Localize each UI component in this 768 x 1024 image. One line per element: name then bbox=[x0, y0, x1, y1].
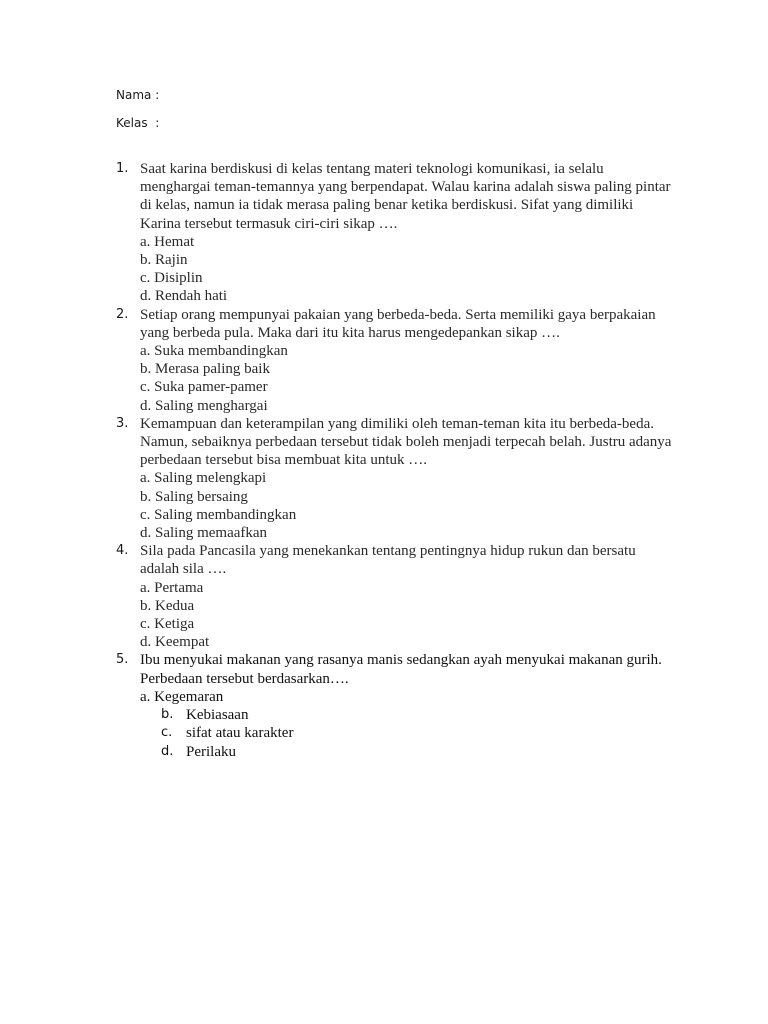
question-number: 2. bbox=[116, 306, 129, 322]
option-b bbox=[140, 706, 676, 724]
option-c bbox=[140, 724, 676, 742]
question-1 bbox=[116, 160, 676, 306]
option-letter: c. bbox=[161, 725, 173, 741]
question-text: Setiap orang mempunyai pakaian yang berbeda-beda. Serta memiliki gaya berpakaian yang berbeda pula. Maka dari itu kita harus mengedepankan sikap …. bbox=[140, 306, 656, 341]
option-list bbox=[140, 579, 676, 652]
question-number: 3. bbox=[116, 415, 129, 431]
option-b: b. Kedua bbox=[140, 597, 195, 614]
option-letter: d. bbox=[161, 743, 174, 759]
question-5 bbox=[116, 651, 676, 760]
option-d: d. Keempat bbox=[140, 634, 210, 651]
question-text: Ibu menyukai makanan yang rasanya manis sedangkan ayah menyukai makanan gurih. Perbedaan tersebut berdasarkan…. bbox=[140, 652, 662, 687]
option-d bbox=[140, 743, 676, 761]
option-d: d. Saling memaafkan bbox=[140, 525, 268, 542]
question-number: 4. bbox=[116, 543, 129, 559]
question-number: 1. bbox=[116, 161, 129, 176]
question-text: Kemampuan dan keterampilan yang dimiliki oleh teman-teman kita itu berbeda-beda. Namun, sebaiknya perbedaan tersebut tidak boleh menjadi terpecah belah. Justru adanya perbedaan tersebut bisa membuat kita untuk …. bbox=[140, 415, 672, 469]
option-text: sifat atau karakter bbox=[186, 725, 294, 742]
question-2 bbox=[116, 306, 676, 415]
option-b: b. Rajin bbox=[140, 252, 188, 269]
option-letter: b. bbox=[161, 707, 174, 723]
option-list bbox=[140, 688, 676, 761]
option-d: d. Rendah hati bbox=[140, 288, 228, 305]
option-b: b. Saling bersaing bbox=[140, 488, 248, 505]
option-list bbox=[140, 469, 676, 542]
option-a: a. Hemat bbox=[140, 233, 195, 250]
question-4 bbox=[116, 542, 676, 651]
option-text: Perilaku bbox=[186, 743, 236, 760]
nama-label: Nama : bbox=[116, 88, 160, 102]
question-text: Sila pada Pancasila yang menekankan tentang pentingnya hidup rukun dan bersatu adalah sila …. bbox=[140, 543, 636, 578]
option-b: b. Merasa paling baik bbox=[140, 361, 270, 378]
option-a: a. Suka membandingkan bbox=[140, 343, 288, 360]
option-list bbox=[140, 233, 676, 306]
question-text: Saat karina berdiskusi di kelas tentang materi teknologi komunikasi, ia selalu menghargai teman-temannya yang berpendapat. Walau karina adalah siswa paling pintar di kelas, namun ia tidak merasa paling benar ketika berdiskusi. Sifat yang dimiliki Karina tersebut termasuk ciri-ciri sikap …. bbox=[140, 161, 671, 232]
question-list bbox=[116, 160, 676, 761]
option-d: d. Saling menghargai bbox=[140, 397, 268, 414]
question-3 bbox=[116, 415, 676, 542]
option-a: a. Kegemaran bbox=[140, 688, 224, 705]
option-c: c. Suka pamer-pamer bbox=[140, 379, 268, 396]
option-a: a. Saling melengkapi bbox=[140, 470, 267, 487]
option-list bbox=[140, 342, 676, 415]
question-number: 5. bbox=[116, 652, 129, 668]
option-c: c. Disiplin bbox=[140, 270, 203, 287]
option-a: a. Pertama bbox=[140, 579, 204, 596]
option-c: c. Saling membandingkan bbox=[140, 506, 297, 523]
option-text: Kebiasaan bbox=[186, 707, 249, 724]
option-c: c. Ketiga bbox=[140, 616, 195, 633]
kelas-label: Kelas : bbox=[116, 116, 160, 130]
